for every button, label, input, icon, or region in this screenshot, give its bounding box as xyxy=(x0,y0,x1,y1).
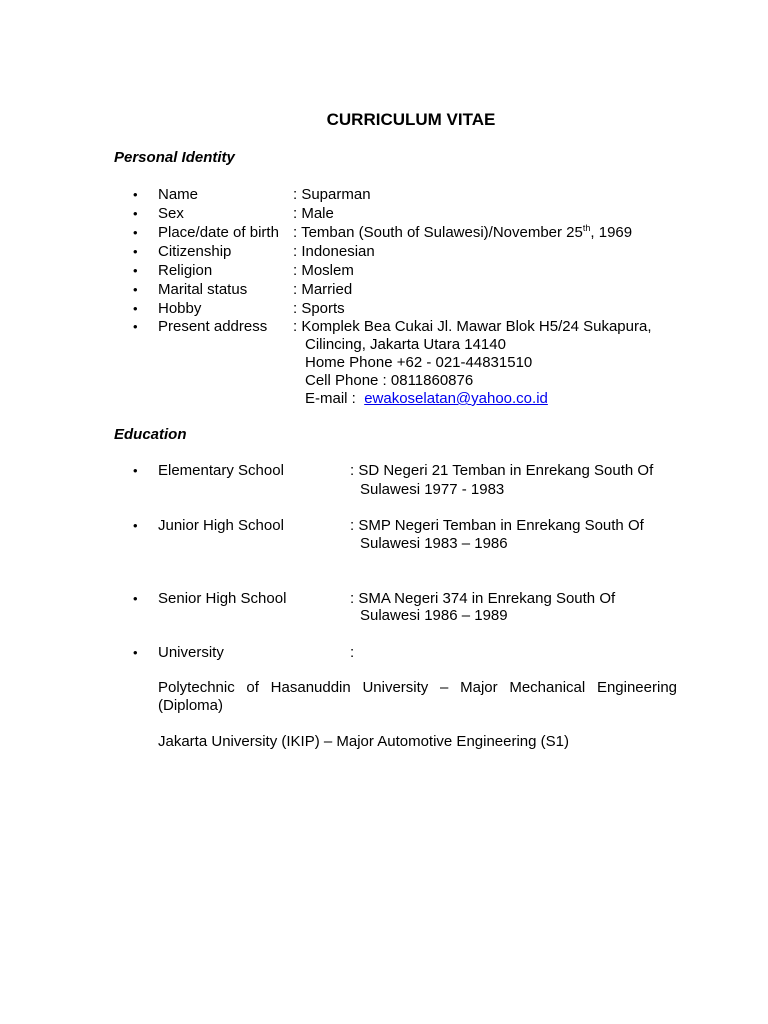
field-label: Senior High School xyxy=(158,590,287,607)
email-link[interactable]: ewakoselatan@yahoo.co.id xyxy=(364,390,548,407)
field-label: University xyxy=(158,644,224,661)
university-entry-polytechnic: Polytechnic of Hasanuddin University – Major Mechanical Engineering xyxy=(158,679,677,696)
email-label: E-mail : xyxy=(305,390,356,407)
field-value: : Sports xyxy=(293,300,345,317)
section-heading-education: Education xyxy=(114,426,187,443)
email-line xyxy=(305,390,548,408)
field-value: : Komplek Bea Cukai Jl. Mawar Blok H5/24 Sukapura, xyxy=(293,318,652,335)
field-value: : SMP Negeri Temban in Enrekang South Of xyxy=(350,517,644,534)
field-label: Citizenship xyxy=(158,243,232,260)
bullet-icon: • xyxy=(133,282,138,297)
field-label: Place/date of birth xyxy=(158,224,279,241)
field-value: : Indonesian xyxy=(293,243,375,260)
field-value: : Moslem xyxy=(293,262,354,279)
university-entry-jakarta: Jakarta University (IKIP) – Major Automotive Engineering (S1) xyxy=(158,733,569,750)
field-label: Elementary School xyxy=(158,462,284,479)
birth-value-superscript: th xyxy=(582,223,591,233)
field-value-continued: Sulawesi 1986 – 1989 xyxy=(360,607,508,624)
field-label: Sex xyxy=(158,205,184,222)
field-value: : SMA Negeri 374 in Enrekang South Of xyxy=(350,590,616,607)
field-value-continued: Sulawesi 1983 – 1986 xyxy=(360,535,508,552)
bullet-icon: • xyxy=(133,301,138,316)
field-value: : Male xyxy=(293,205,334,222)
document-title: CURRICULUM VITAE xyxy=(326,110,496,129)
field-value: : xyxy=(350,644,355,661)
bullet-icon: • xyxy=(133,225,138,240)
birth-value-year: , 1969 xyxy=(590,224,633,241)
home-phone-line: Home Phone +62 - 021-44831510 xyxy=(305,354,533,371)
field-label: Religion xyxy=(158,262,213,279)
address-line: Cilincing, Jakarta Utara 14140 xyxy=(305,336,506,353)
field-value: : Married xyxy=(293,281,353,298)
field-value: : Suparman xyxy=(293,186,371,203)
bullet-icon: • xyxy=(133,263,138,278)
bullet-icon: • xyxy=(133,319,138,334)
bullet-icon: • xyxy=(133,244,138,259)
field-label: Present address xyxy=(158,318,268,335)
field-label: Hobby xyxy=(158,300,202,317)
birth-value-main: : Temban (South of Sulawesi)/November 25 xyxy=(293,224,583,241)
section-heading-personal-identity: Personal Identity xyxy=(114,149,235,166)
bullet-icon: • xyxy=(133,187,138,202)
bullet-icon: • xyxy=(133,463,138,478)
bullet-icon: • xyxy=(133,206,138,221)
bullet-icon: • xyxy=(133,518,138,533)
field-label: Marital status xyxy=(158,281,248,298)
university-entry-polytechnic-degree: (Diploma) xyxy=(158,697,224,714)
bullet-icon: • xyxy=(133,645,138,660)
field-label: Junior High School xyxy=(158,517,284,534)
bullet-icon: • xyxy=(133,591,138,606)
cell-phone-line: Cell Phone : 0811860876 xyxy=(305,372,474,389)
field-label: Name xyxy=(158,186,199,203)
field-value-continued: Sulawesi 1977 - 1983 xyxy=(360,481,505,498)
field-value xyxy=(293,223,632,242)
field-value: : SD Negeri 21 Temban in Enrekang South Of xyxy=(350,462,654,479)
